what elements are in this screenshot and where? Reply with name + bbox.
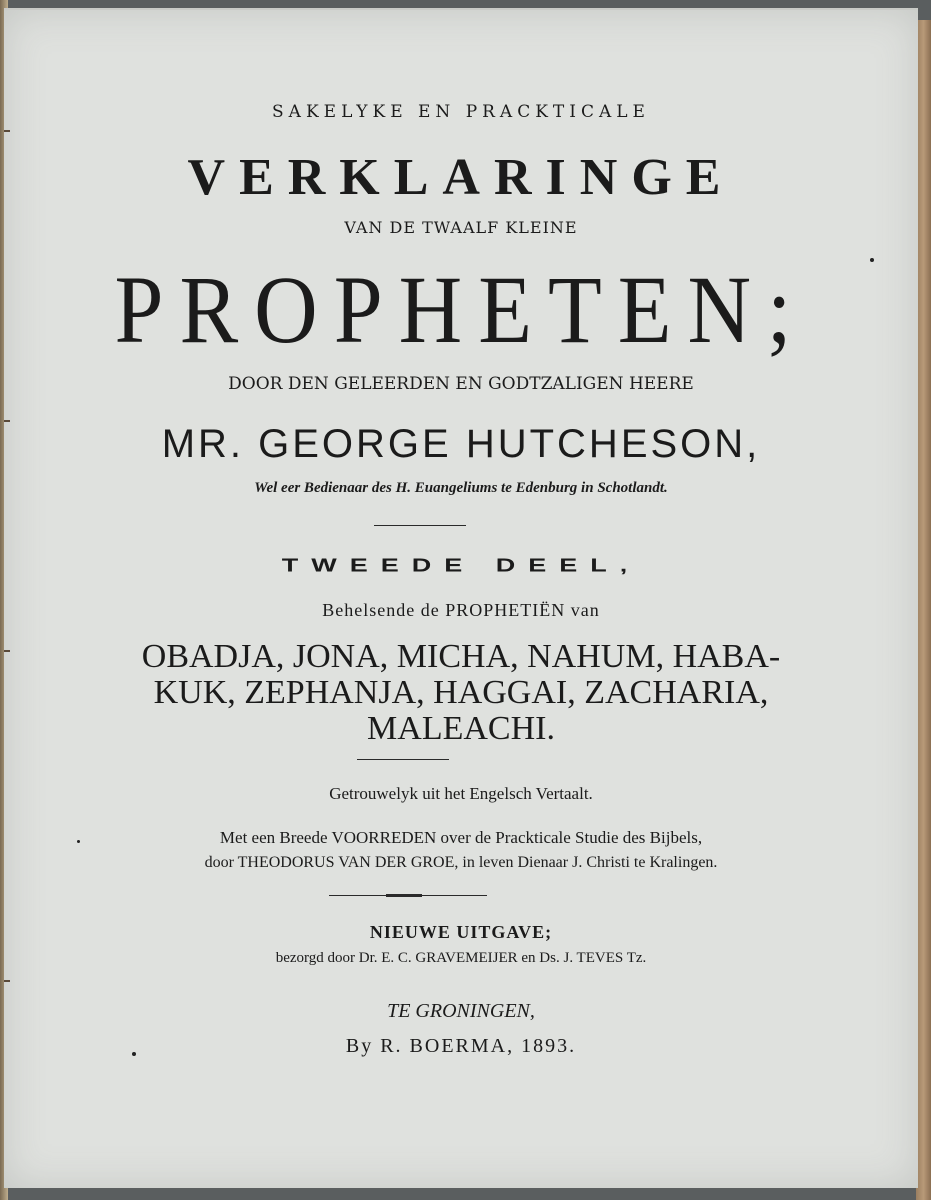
binding-stitch	[4, 420, 10, 422]
main-title: VERKLARINGE	[187, 149, 735, 206]
preface-note: Met een Breede VOORREDEN over de Prackticale Studie des Bijbels,	[219, 828, 703, 847]
books-line: MALEACHI.	[367, 710, 555, 747]
books-line: KUK, ZEPHANJA, HAGGAI, ZACHARIA,	[153, 674, 769, 711]
publication-place: TE GRONINGEN,	[387, 1000, 535, 1022]
divider	[374, 525, 466, 526]
binding-stitch	[4, 130, 10, 132]
publisher-line: By R. BOERMA, 1893.	[345, 1035, 577, 1057]
binding-stitch	[4, 980, 10, 982]
books-line: OBADJA, JONA, MICHA, NAHUM, HABA-	[141, 638, 781, 675]
volume-label: TWEEDE DEEL,	[281, 554, 641, 576]
preface-author: door THEODORUS VAN DER GROE, in leven Dienaar J. Christi te Kralingen.	[204, 854, 718, 871]
editors-line: bezorgd door Dr. E. C. GRAVEMEIJER en Ds. J. TEVES Tz.	[275, 950, 647, 966]
second-title: PROPHETEN;	[114, 257, 808, 364]
paper-speck	[870, 258, 874, 262]
divider-ornament	[386, 894, 422, 897]
edition-label: NIEUWE UITGAVE;	[369, 922, 553, 942]
title-page	[4, 8, 918, 1188]
author-intro: DOOR DEN GELEERDEN EN GODTZALIGEN HEERE	[228, 374, 694, 394]
title-connector: VAN DE TWAALF KLEINE	[344, 218, 578, 237]
subtitle-line: SAKELYKE EN PRACKTICALE	[272, 102, 650, 122]
translation-note: Getrouwelyk uit het Engelsch Vertaalt.	[329, 784, 593, 803]
contents-intro: Behelsende de PROPHETIËN van	[322, 600, 600, 620]
paper-speck	[77, 840, 80, 843]
author-role: Wel eer Bedienaar des H. Euangeliums te Edenburg in Schotlandt.	[254, 480, 668, 496]
page-edge	[916, 20, 931, 1200]
binding-stitch	[4, 650, 10, 652]
author-name: MR. GEORGE HUTCHESON,	[161, 422, 761, 466]
divider	[357, 759, 449, 760]
paper-speck	[132, 1052, 136, 1056]
